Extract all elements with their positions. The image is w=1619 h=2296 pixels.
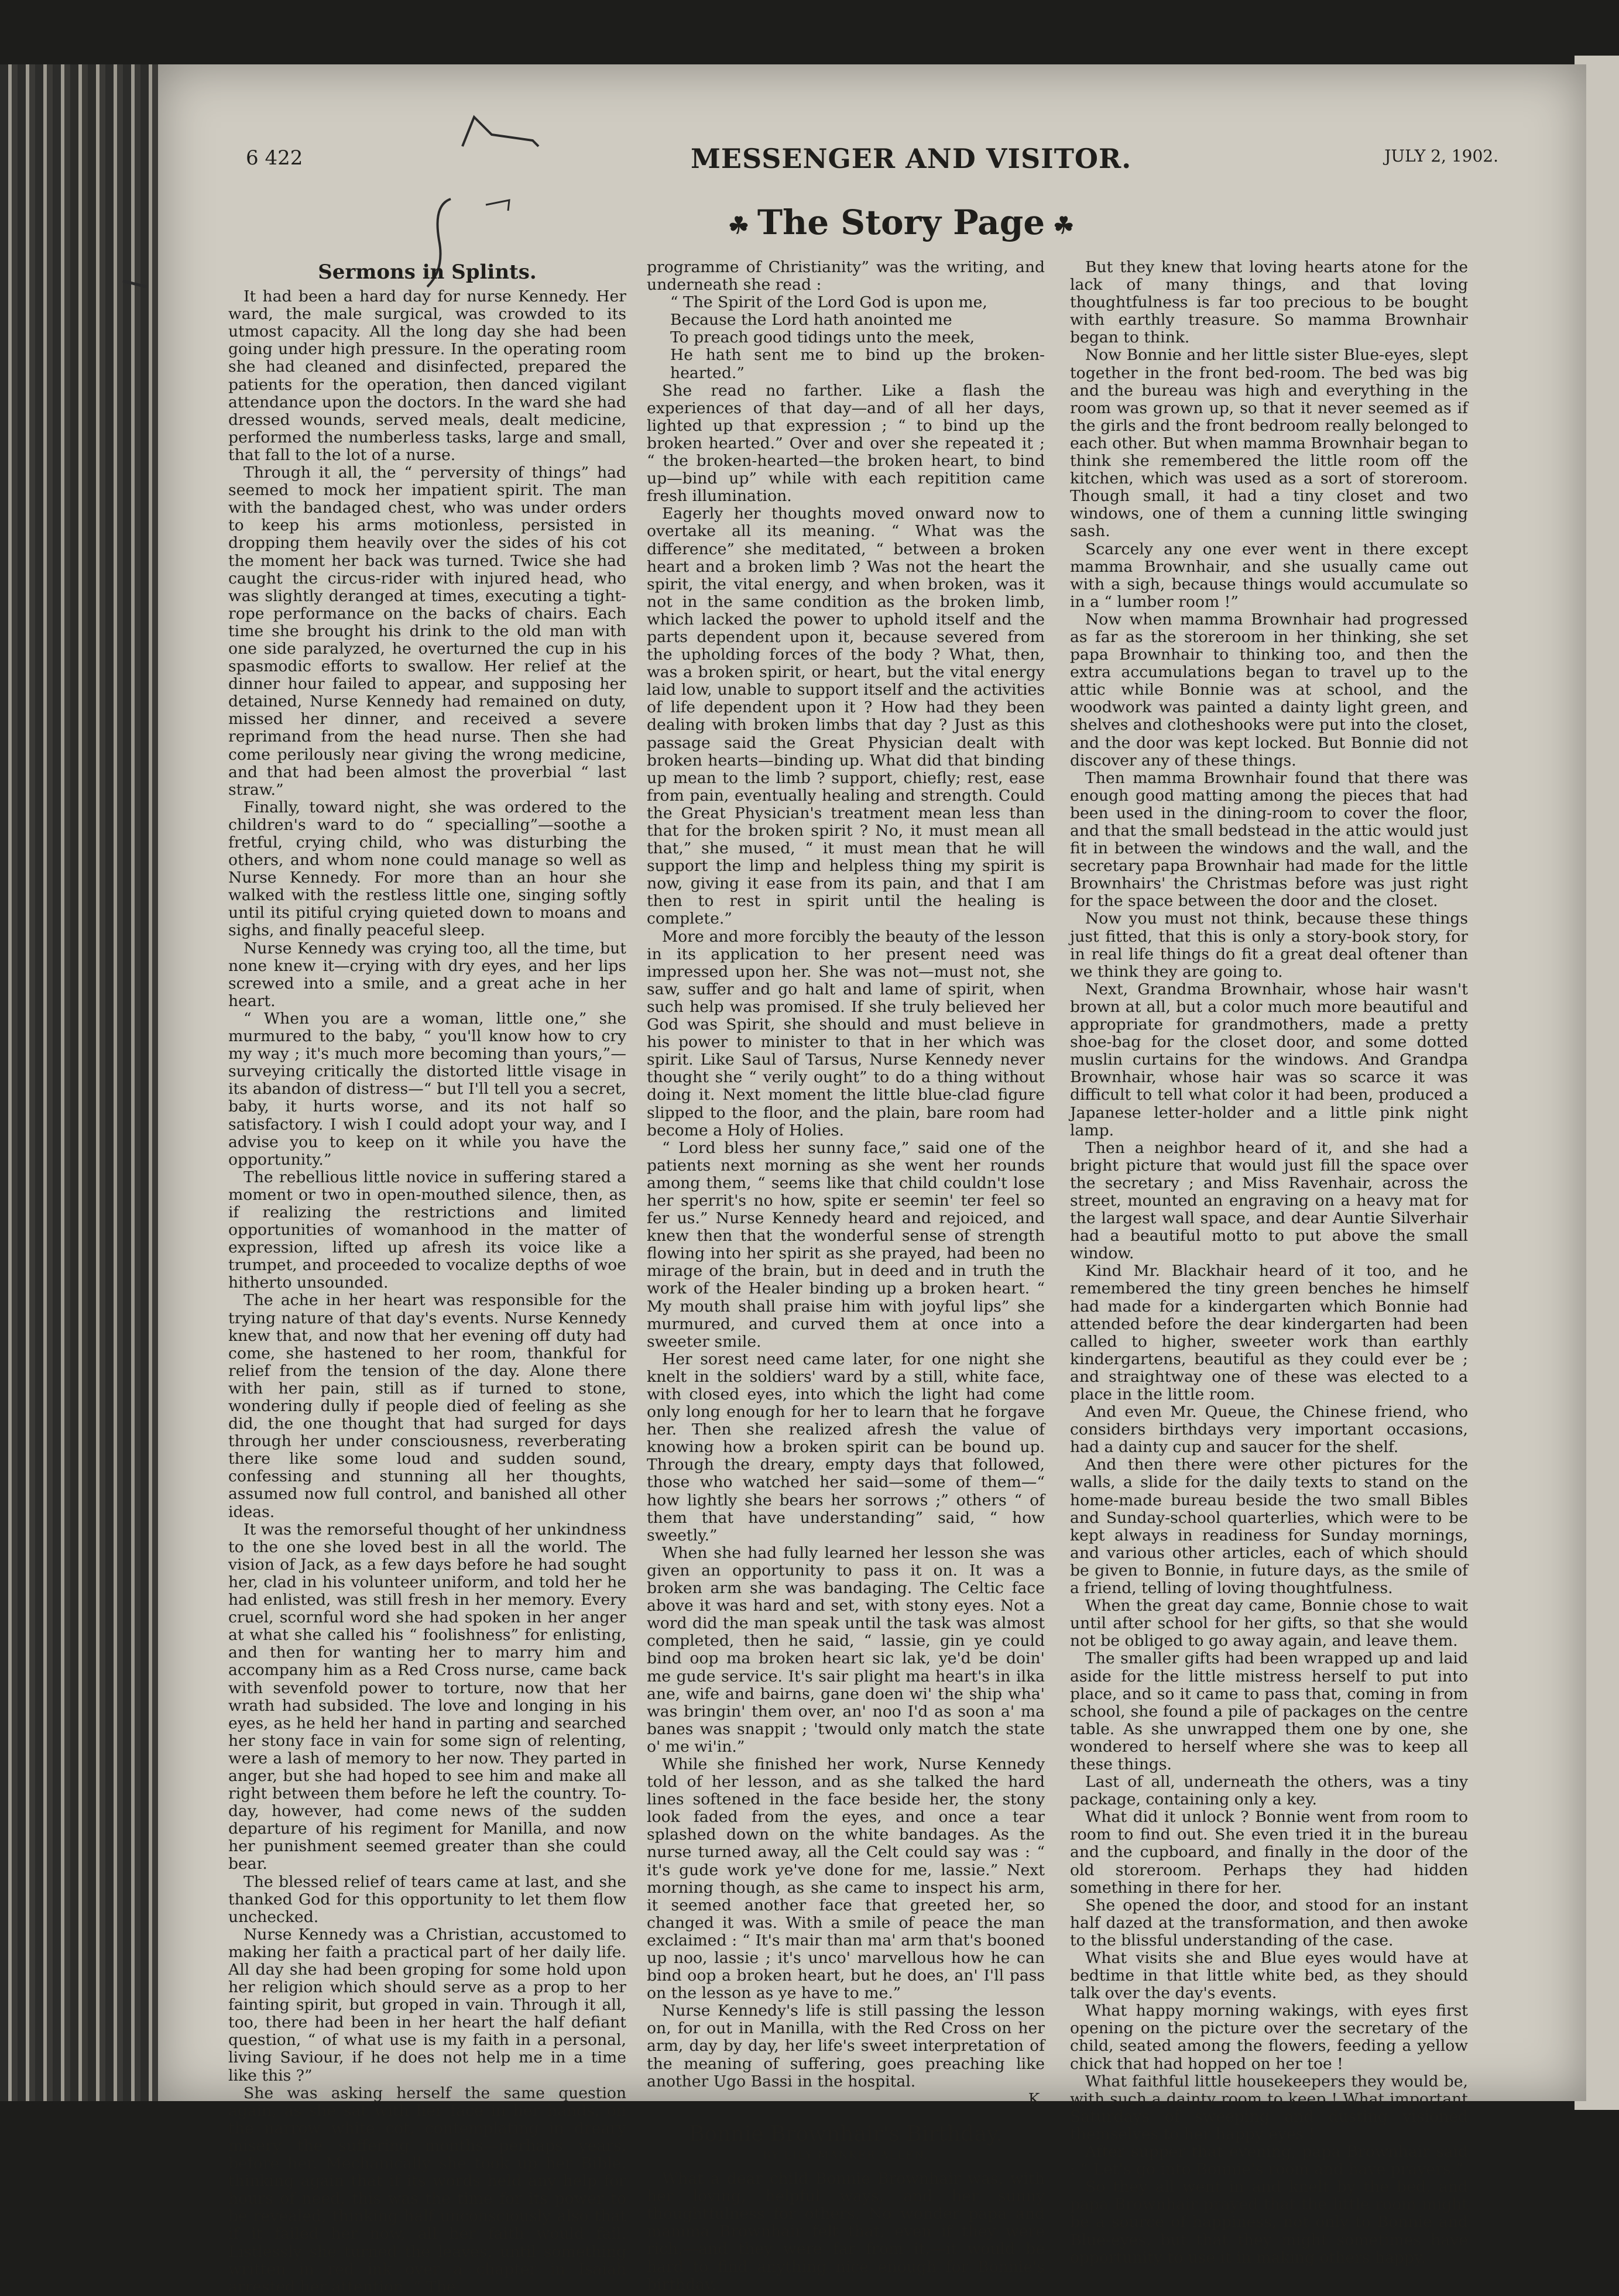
paragraph: Nurse Kennedy was crying too, all the time, but none knew it—crying with dry eyes, and her lips screwed into a smile, and a great ache in her heart. xyxy=(228,939,626,1010)
paragraph: The ache in her heart was responsible for the trying nature of that day's events. Nurse Kennedy knew that, and now that her evening off duty had come, she hastened to her room, thankful for relief from the tension of the day. Alone there with her pain, still as if turned to stone, wondering dully if people died of feeling as she did, the one thought that had surged for days through her under consciousness, reverberating there like some loud and sudden sound, confessing and stunning all her thoughts, assumed now full control, and banished all other ideas. xyxy=(228,1291,626,1521)
verse-line: “ The Spirit of the Lord God is upon me, xyxy=(670,293,987,312)
paragraph: More and more forcibly the beauty of the lesson in its application to her present need was impressed upon her. She was not—must not, she saw, suffer and go halt and lame of spirit, when such help was promised. If she truly believed her God was Spirit, she should and must believe in his power to minister to that in her which was spirit. Like Saul of Tarsus, Nurse Kennedy never thought she “ verily ought” to do a thing without doing it. Next moment the little blue-clad figure slipped to the floor, and the plain, bare room had become a Holy of Holies. xyxy=(647,927,1045,1140)
paragraph: “ When you are a woman, little one,” she murmured to the baby, “ you'll know how to cry my way ; it's much more becoming than yours,”—surveying critically the distorted little visage in its abandon of distress—“ but I'll tell you a secret, baby, it hurts worse, and its not half so satisfactory. I wish I could adopt your way, and I advise you to keep on it while you have the opportunity.” xyxy=(228,1009,626,1169)
paragraph: Kind Mr. Blackhair heard of it too, and he remembered the tiny green benches he himself had made for a kindergarten which Bonnie had attended before the dear kindergarten had been called to higher, sweeter work than earthly kindergartens, beautiful as they could ever be ; and straightway one of these was elected to a place in the little room. xyxy=(1070,1262,1468,1403)
verse-line: Because the Lord hath anointed me xyxy=(670,311,952,330)
paragraph: Now you must not think, because these things just fitted, that this is only a story-book story, for in real life things do fit a great deal oftener than we think they are going to. xyxy=(1070,910,1468,981)
paragraph: Nurse Kennedy's life is still passing the lesson on, for out in Manilla, with the Red Cross on her arm, day by day, her life's sweet interpretation of the meaning of suffering, goes preaching like another Ugo Bassi in the hospital. xyxy=(647,2002,1045,2091)
paragraph: Scarcely any one ever went in there except mamma Brownhair, and she usually came out with a sigh, because things would accumulate so in a “ lumber room !” xyxy=(1070,540,1468,611)
article-title: Sermons in Splints. xyxy=(318,260,537,284)
page-header xyxy=(246,143,1498,187)
paragraph: When the great day came, Bonnie chose to wait until after school for her gifts, so that she would not be obliged to go away again, and leave them. xyxy=(1070,1597,1468,1650)
paragraph: Now Bonnie and her little sister Blue-eyes, slept together in the front bed-room. The bed was big and the bureau was high and everything in the room was grown up, so that it never seemed as if the girls and the front bedroom really belonged to each other. But when mamma Brownhair began to think she remembered the little room off the kitchen, which was used as a sort of storeroom. Though small, it had a tiny closet and two windows, one of them a cunning little swinging sash. xyxy=(1070,346,1468,541)
book-page-edges xyxy=(0,64,170,2101)
shamrock-icon: ☘ xyxy=(728,211,749,239)
section-title-text: The Story Page xyxy=(757,203,1045,242)
verse-line: To preach good tidings unto the meek, xyxy=(670,328,975,347)
paragraph: The smaller gifts had been wrapped up and laid aside for the little mistress herself to put into place, and so it came to pass that, coming in from school, she found a pile of packages on the centre table. As she unwrapped them one by one, she wondered to herself where she was to keep all these things. xyxy=(1070,1649,1468,1773)
paragraph: The rebellious little novice in suffering stared a moment or two in open-mouthed silence, then, as if realizing the restrictions and limited opportunities of womanhood in the matter of expression, lifted up afresh its voice like a trumpet, and proceeded to vocalize depths of woe hitherto unsounded. xyxy=(228,1168,626,1292)
section-title xyxy=(720,203,1082,242)
column-3 xyxy=(1070,259,1468,2267)
column-1 xyxy=(228,260,626,2296)
newspaper-page xyxy=(158,64,1586,2296)
verse-line: He hath sent me to bind up the broken-hearted.” xyxy=(670,346,1045,382)
paragraph: “ Lord bless her sunny face,” said one of the patients next morning as she went her rounds among them, “ seems like that child couldn't lose her sperrit's no how, spite er seemin' ter feel so fer us.” Nurse Kennedy heard and rejoiced, and knew then that the wonderful sense of strength flowing into her spirit as she prayed, had been no mirage of the brain, but in deed and in truth the work of the Healer binding up a broken heart. “ My mouth shall praise him with joyful lips” she murmured, and curved them at once into a sweeter smile. xyxy=(647,1138,1045,1351)
paragraph: What faithful little housekeepers they would be, with such a dainty room to keep ! What important Saturdays of sweeping and dusting visioned themselves to her happy eyes ! xyxy=(1070,2072,1468,2143)
paragraph: Last of all, underneath the others, was a tiny package, containing only a key. xyxy=(1070,1773,1468,1809)
paragraph: programme of Christianity” was the writing, and underneath she read : xyxy=(647,258,1045,294)
paragraph: Finally, toward night, she was ordered to the children's ward to do “ specialling”—soothe a fretful, crying child, who was disturbing the others, and whom none could manage so well as Nurse Kennedy. For more than an hour she walked with the restless little one, singing softly until its pitiful crying quieted down to moans and sighs, and finally peaceful sleep. xyxy=(228,798,626,940)
paragraph: Then mamma Brownhair found that there was enough good matting among the pieces that had been used in the dining-room to cover the floor, and that the small bedstead in the attic would just fit in between the windows and the wall, and the secretary papa Brownhair had made for the little Brownhairs' the Christmas before was just right for the space between the door and the closet. xyxy=(1070,768,1468,911)
byline: BY LILY MANKER ALLEN. xyxy=(763,2149,929,2161)
issue-date: JULY 2, 1902. xyxy=(1384,146,1498,166)
paragraph: Next, Grandma Brownhair, whose hair wasn't brown at all, but a color much more beautiful and appropriate for grandmothers, made a pretty shoe-bag for the closet door, and some dotted muslin curtains for the windows. And Grandpa Brownhair, whose hair was so scarce it was difficult to tell what color it had been, produced a Japanese letter-holder and a little pink night lamp. xyxy=(1070,980,1468,1140)
paragraph: What a dear child Bonnie Brownhair was, with her loving, helpful ways, and her sunny thoughtfulness for others. No wonder papa and mamma Brownhair felt that, even if they were rich,—and they were far from it,—it would be hard to find anything nice enough for Bonnie's birthday. xyxy=(647,2170,1045,2294)
paragraph: Eagerly her thoughts moved onward now to overtake all its meaning. “ What was the difference” she meditated, “ between a broken heart and a broken limb ? Was not the heart the spirit, the vital energy, and when broken, was it not in the same condition as the broken limb, which lacked the power to uphold itself and the parts dependent upon it, because severed from the upholding forces of the body ? What, then, was a broken spirit, or heart, but the vital energy laid low, unable to support itself and the activities of life dependent upon it ? How had they been dealing with broken limbs that day ? Just as this passage said the Great Physician dealt with broken hearts—binding up. What did that binding up mean to the limb ? support, chiefly; rest, ease from pain, eventually healing and strength. Could the Great Physician's treatment mean less than that for the broken spirit ? No, it must mean all that,” she mused, “ it must mean that he will support the limp and helpless thing my spirit is now, giving it ease from its pain, and that I am then to rest in spirit until the healing is complete.” xyxy=(647,504,1045,928)
paragraph: While she finished her work, Nurse Kennedy told of her lesson, and as she talked the hard lines softened in the face beside her, the stony look faded from the eyes, and once a tear splashed down on the white bandages. As the nurse turned away, all the Celt could say was : “ it's gude work ye've done for me, lassie.” Next morning though, as she came to inspect his arm, it seemed another face that greeted her, so changed it was. With a smile of peace the man exclaimed : “ It's mair than ma' arm that's booned up noo, lassie ; it's unco' marvellous how he can bind oop a broken heart, but he does, an' I'll pass on the lesson as ye have to me.” xyxy=(647,1755,1045,2003)
paragraph: The blessed relief of tears came at last, and she thanked God for this opportunity to let them flow unchecked. xyxy=(228,1872,626,1926)
paragraph: Through it all, the “ perversity of things” had seemed to mock her impatient spirit. The man with the bandaged chest, who was under orders to keep his arms motionless, persisted in dropping them heavily over the sides of his cot the moment her back was turned. Twice she had caught the circus-rider with injured head, who was slightly deranged at times, executing a tight-rope performance on the backs of chairs. Each time she brought his drink to the old man with one side paralyzed, he overturned the cup in his spasmodic efforts to swallow. Her relief at the dinner hour failed to appear, and supposing her detained, Nurse Kennedy had remained on duty, missed her dinner, and received a severe reprimand from the head nurse. Then she had come perilously near giving the wrong medicine, and that had been almost the proverbial “ last straw.” xyxy=(228,464,626,799)
paragraph: When she had fully learned her lesson she was given an opportunity to pass it on. It was a broken arm she was bandaging. The Celtic face above it was hard and set, with stony eyes. Not a word did the man speak until the task was almost completed, then he said, “ lassie, gin ye could bind oop ma broken heart sic lak, ye'd be doin' me gude service. It's sair plight ma heart's in ilka ane, wife and bairns, gane doen wi' the ship wha' was bringin' them over, an' noo I'd as soon a' ma banes was snappit ; 'twould only match the state o' me wi'in.” xyxy=(647,1543,1045,1756)
paragraph: But they knew that loving hearts atone for the lack of many things, and that loving thoughtfulness is far too precious to be bought with earthly treasure. So mamma Brownhair began to think. xyxy=(1070,258,1468,347)
paragraph: It had been a hard day for nurse Kennedy. Her ward, the male surgical, was crowded to its utmost capacity. All the long day she had been going under high pressure. In the operating room she had cleaned and disinfected, prepared the patients for the operation, then danced vigilant attendance upon the doctors. In the ward she had dressed wounds, served meals, dealt medicine, performed the numberless tasks, large and small, that fall to the lot of a nurse. xyxy=(228,287,626,464)
masthead: MESSENGER AND VISITOR. xyxy=(691,143,1132,174)
folio-number: 6 422 xyxy=(246,146,303,170)
paragraph: Then a neighbor heard of it, and she had a bright picture that would just fill the space over the secretary ; and Miss Ravenhair, across the street, mounted an engraving on a heavy mat for the largest wall space, and dear Auntie Silverhair had a beautiful motto to put above the small window. xyxy=(1070,1138,1468,1263)
signature: K. xyxy=(1028,2089,1045,2108)
paragraph: So they all went in and knelt by the bed, and papa Brownhair prayed that the little room might be a source of happiness, not only to Bonnie and Blue-eyes, but that they might sometimes have opportunity to use it in making others happy. xyxy=(1070,2178,1468,2267)
paragraph: She was asking herself the same question again, as she sat with her face in her hands, on the narrow white cot, contemplating in dreary misery the suffering months—perhaps years, before her. Mechanically she took up her Bible, thinking again that if its words held any help for hours of need, this was the time for its power to be revealed, thinking half unconsciously also that if it failed her now, all her faith would fail. Listlessly she turned the leaves, until something written in red ink over a chapter in Isaiah arrested her attention. “ The xyxy=(228,2084,626,2296)
paragraph: And even Mr. Queue, the Chinese friend, who considers birthdays very important occasions, had a dainty cup and saucer for the shelf. xyxy=(1070,1403,1468,1457)
paragraph: What happy morning wakings, with eyes first opening on the picture over the secretary of the child, seated among the flowers, feeding a yellow chick that had hopped on her toe ! xyxy=(1070,2002,1468,2073)
story-title: Bonnie Brownhair's Birthday. xyxy=(689,2122,1003,2146)
shamrock-icon: ☘ xyxy=(1053,211,1075,239)
paragraph: Nurse Kennedy was a Christian, accustomed to making her faith a practical part of her daily life. All day she had been groping for some hold upon her religion which should serve as a prop to her fainting spirit, but groped in vain. Through it all, too, there had been in her heart the half defiant question, “ of what use is my faith in a personal, living Saviour, if he does not help me in a time like this ?” xyxy=(228,1925,626,2085)
column-2 xyxy=(647,259,1045,2294)
paragraph: Now when mamma Brownhair had progressed as far as the storeroom in her thinking, she set papa Brownhair to thinking too, and then the extra accumulations began to travel up to the attic while Bonnie was at school, and the woodwork was painted a dainty light green, and shelves and clotheshooks were put into the closet, and the door was kept locked. But Bonnie did not discover any of these things. xyxy=(1070,610,1468,770)
paragraph: What visits she and Blue eyes would have at bedtime in that little white bed, as they should talk over the day's events. xyxy=(1070,1949,1468,2003)
paragraph: It was the remorseful thought of her unkindness to the one she loved best in all the world. The vision of Jack, as a few days before he had sought her, clad in his volunteer uniform, and told her he had enlisted, was still fresh in her memory. Every cruel, scornful word she had spoken in her anger at what she called his “ foolishness” for enlisting, and then for wanting her to marry him and accompany him as a Red Cross nurse, came back with sevenfold power to torture, now that her wrath had subsided. The love and longing in his eyes, as he held her hand in parting and searched her stony face in vain for some sign of relenting, were a lash of memory to her now. They parted in anger, but she had hoped to see him and make all right between them before he left the country. To-day, however, had come news of the sudden departure of his regiment for Manilla, and now her punishment seemed greater than she could bear. xyxy=(228,1520,626,1873)
paragraph: What did it unlock ? Bonnie went from room to room to find out. She even tried it in the bureau and the cupboard, and finally in the door of the old storeroom. Perhaps they had hidden something in there for her. xyxy=(1070,1808,1468,1897)
paragraph: She read no farther. Like a flash the experiences of that day—and of all her days, lighted up that expression ; “ to bind up the broken hearted.” Over and over she repeated it ; “ the broken-hearted—the broken heart, to bind up—bind up” while with each repitition came fresh illumination. xyxy=(647,381,1045,506)
paragraph: She opened the door, and stood for an instant half dazed at the transformation, and then awoke to the blissful understanding of the case. xyxy=(1070,1896,1468,1950)
paragraph: After supper that evening, papa Brownhair said : “ Let's go into Bonnie's room and have prayers.” xyxy=(1070,2143,1468,2179)
paragraph: Her sorest need came later, for one night she knelt in the soldiers' ward by a still, white face, with closed eyes, into which the light had come only long enough for her to learn that he forgave her. Then she realized afresh the value of knowing how a broken spirit can be bound up. Through the dreary, empty days that followed, those who watched her said—some of them—“ how lightly she bears her sorrows ;” others “ of them that have understanding” said, “ how sweetly.” xyxy=(647,1350,1045,1545)
paragraph: And then there were other pictures for the walls, a slide for the daily texts to stand on the home-made bureau beside the two small Bibles and Sunday-school quarterlies, which were to be kept always in readiness for Sunday mornings, and various other articles, each of which should be given to Bonnie, in future days, as the smile of a friend, telling of loving thoughtfulness. xyxy=(1070,1456,1468,1598)
scripture-verse xyxy=(670,294,1045,382)
